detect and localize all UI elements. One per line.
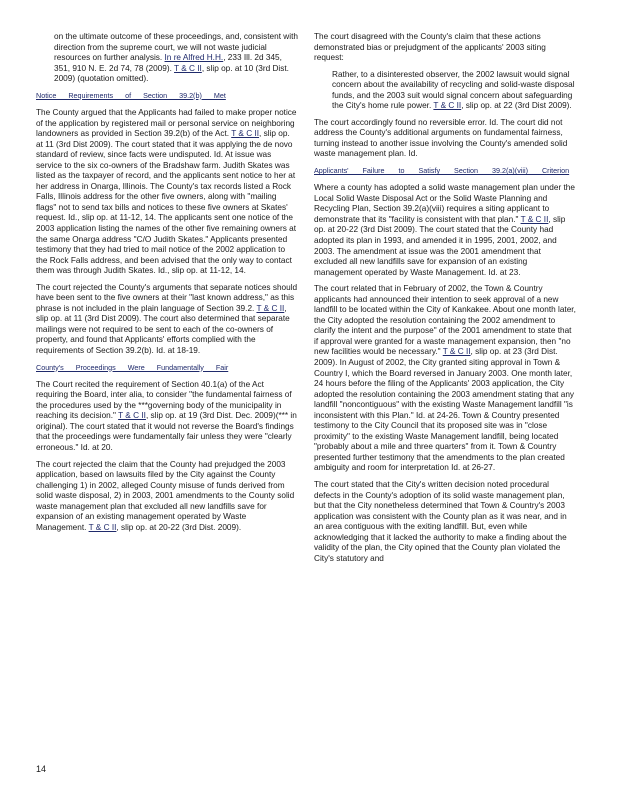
section-heading-fairness: County's Proceedings Were Fundamentally Fair: [36, 362, 229, 372]
tc-ii-link[interactable]: T & C II: [88, 522, 117, 532]
page-number: 14: [36, 764, 47, 774]
paragraph-notice-argument: The County argued that the Applicants had failed to make proper notice of the application by registered mail or personal service on neighboring landowners as provided in Section 39.2(b) of the Act. T & C II, slip op. at 11 (3rd Dist 2009). The court stated that it was applying the de novo standard of review, since facts were undisputed. Id. At issue was service to the six co-owners of the Bradshaw farm. Judith Skates was listed as the taxpayer of record, and the applicants sent notice to her at her address in Onarga, Illinois. The County's tax records listed a Rock Falls, Illinois address for the other five owners, along with "mailing flags" not to send tax bills and notices to these five owners at Skates' request. Id., slip op. at 11-12, 14. The applicants sent one notice of the 2003 application listing the names of the other five remaining owners at the same Onarga address "C/O Judith Skates." Applicants presented testimony that they had tried to mail notice of the 2002 application to the Rock Falls address, and been advised that the only way to contact them was through Judith Skates. Id., slip op. at 11-12, 14.: [36, 107, 297, 276]
case-citation-link[interactable]: In re Alfred H.H.: [164, 53, 224, 63]
paragraph-notice-ruling: The court rejected the County's arguments that separate notices should have been sent to the five owners at their "last known address," as this phrase is not included in the plain language of Section 39.2. T & C II, slip op. at 11 (3rd Dist 2009). The court also determined that separate mailings were not required to be sent to each of the co-owners of property, and found that Applicants' efforts complied with the requirements of Section 39.2(b). Id. at 18-19.: [36, 282, 298, 355]
paragraph-bias-claim: The court disagreed with the County's claim that these actions demonstrated bias or prejudgment of the applicants' 2003 siting request:: [314, 32, 546, 63]
tc-ii-link[interactable]: T & C II: [442, 347, 471, 357]
right-column: [314, 32, 576, 570]
left-column: [36, 32, 298, 539]
paragraph-plan-history: The court related that in February of 2002, the Town & Country applicants had announced their intention to seek approval of a new landfill to be located within the City of Kankakee. About one month later, the City adopted the resolution containing the 2002 amendment to clarify the intent and the purpose" of the 2001 amendment to state that if approval were granted for a waste management expansion, then "no new facilities would be necessary." T & C II, slip op. at 23 (3rd Dist. 2009). In August of 2002, the City granted siting approval in Town & Country I, which the Board reversed in January 2003. One month later, 24 hours before the filing of the Applicants' 2003 application, the City adopted the resolution containing the 2003 amendment stating that any landfill "noncontiguous" with the existing Waste Management landfill "is inconsistent with this Plan." Id. at 24-26. Town & Country presented testimony to the City Council that its proposed site was in "close proximity" to the existing Waste Management landfill, being located "probably about a mile and three quarters" from it. Town & Country presented further testimony that the amendments to the plan created ambiguity and room for interpretation Id. at 26-27.: [314, 284, 576, 473]
section-heading-criterion: Applicants' Failure to Satisfy Section 39.2(a)(viii) Criterion: [314, 166, 570, 176]
paragraph-prejudgment: The court rejected the claim that the County had prejudged the 2003 application, based on lawsuits filed by the City against the County challenging 1) in 2002, alleged County misuse of funds derived from solid waste disposal, 2) in 2003, 2001 amendments to the County solid waste management plan that excluded all new landfills save for expansion of an existing management operated by Waste Management. T & C II, slip op. at 20-22 (3rd Dist. 2009).: [36, 459, 295, 532]
paragraph-no-error: The court accordingly found no reversible error. Id. The court did not address the County's additional arguments on fundamental fairness, turning instead to another issue involving the County's amended solid waste management plan. Id.: [314, 117, 568, 159]
paragraph-fairness-standard: The Court recited the requirement of Section 40.1(a) of the Act requiring the Board, inter alia, to consider "the fundamental fairness of the procedures used by the ***governing body of the municipality in reaching its decision." T & C II, slip op. at 19 (3rd Dist. Dec. 2009)(*** in original). The court stated that it would not reverse the Board's findings that the proceedings were fundamentally fair unless they were "clearly erroneous." Id. at 20.: [36, 379, 297, 453]
paragraph-city-decision: The court stated that the City's written decision noted procedural defects in the County's adoption of its solid waste management plan, but that the City nonetheless determined that Town & Country's 2003 application was consistent with the County plan as it was near, and in an area contiguous with the exiting landfill. But, even while acknowledging that it lacked the authority to make a finding about the validity of the plan, the City opined that the County plan violated the City's statutory and: [314, 480, 567, 563]
tc-ii-link[interactable]: T & C II: [520, 214, 549, 224]
block-quote: Rather, to a disinterested observer, the 2002 lawsuit would signal concern about the availability of recycling and solid-waste disposal funds, and the 2003 suit would signal concern about safeguarding the City's home rule power. T & C II, slip op. at 22 (3rd Dist 2009).: [332, 69, 575, 111]
tc-ii-link[interactable]: T & C II: [118, 411, 146, 421]
tc-ii-link[interactable]: T & C II: [174, 63, 202, 73]
paragraph-continuation: on the ultimate outcome of these proceedings, and, consistent with direction from the supreme court, we will not waste judicial resources on further analysis. In re Alfred H.H., 233 Ill. 2d 345, 351, 910 N. E. 2d 74, 78 (2009). T & C II, slip op. at 10 (3rd Dist. 2009) (quotation omitted).: [54, 32, 298, 84]
tc-ii-link[interactable]: T & C II: [433, 101, 462, 111]
paragraph-plan-requirement: Where a county has adopted a solid waste management plan under the Local Solid Waste Disposal Act or the Solid Waste Planning and Recycling Plan, Section 39.2(a)(viii) requires a siting applicant to demonstrate that its "facility is consistent with that plan." T & C II, slip op. at 20-22 (3rd Dist 2009). The court stated that the County had adopted its plan in 1993, and amended it in 1995, 2001, 2002, and 2003. The amendment at issue was the 2001 amendment that excluded all new landfills save for expansion of an existing management operated by Waste Management. Id. at 23.: [314, 183, 575, 277]
section-heading-notice: Notice Requirements of Section 39.2(b) Met: [36, 90, 226, 100]
tc-ii-link[interactable]: T & C II: [256, 303, 285, 313]
tc-ii-link[interactable]: T & C II: [231, 129, 260, 139]
